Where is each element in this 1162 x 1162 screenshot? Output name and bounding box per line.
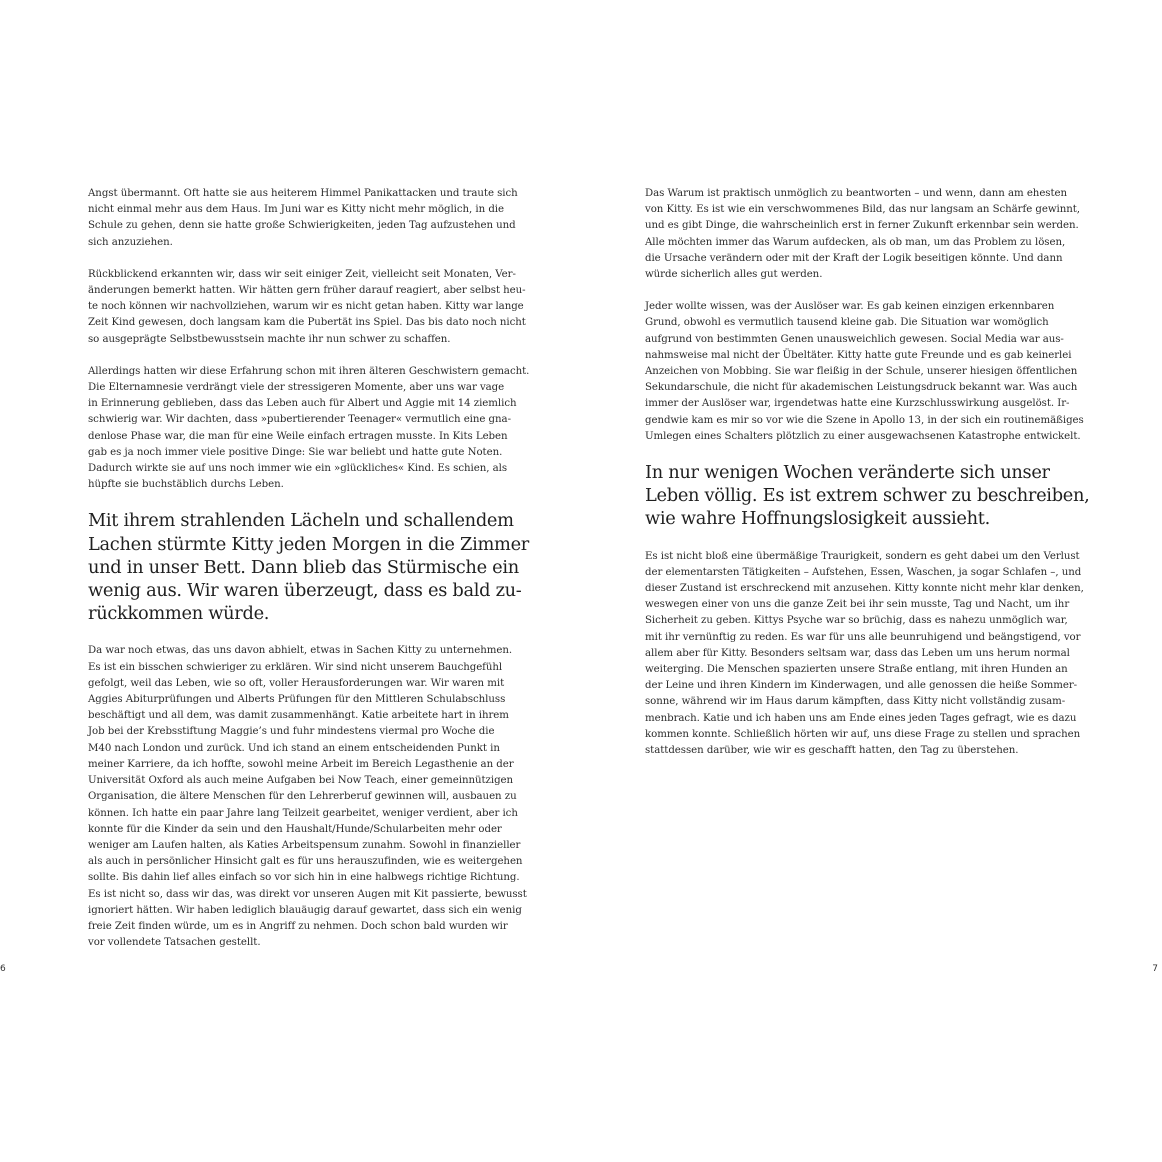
text-line: ignoriert hätten. Wir haben lediglich blauäugig darauf gewartet, dass sich ein wenig bbox=[88, 904, 522, 916]
text-line: würde sicherlich alles gut werden. bbox=[645, 269, 823, 281]
right-pull-quote bbox=[645, 461, 1090, 531]
text-line: Die Elternamnesie verdrängt viele der stressigeren Momente, aber uns war vage bbox=[88, 382, 505, 394]
text-line: Dadurch wirkte sie auf uns noch immer wie ein »glückliches« Kind. Es schien, als bbox=[88, 463, 507, 475]
text-line: sonne, während wir im Haus darum kämpften, dass Kitty nicht vollständig zusam- bbox=[645, 696, 1066, 708]
text-line: M40 nach London und zurück. Und ich stand an einem entscheidenden Punkt in bbox=[88, 742, 500, 754]
text-line: wie wahre Hoffnungslosigkeit aussieht. bbox=[645, 508, 990, 530]
page-number-right: 7 bbox=[1152, 964, 1158, 974]
text-line: Angst übermannt. Oft hatte sie aus heiterem Himmel Panikattacken und traute sich bbox=[88, 188, 518, 199]
text-line: als auch in persönlicher Hinsicht galt es für uns herauszufinden, wie es weitergehen bbox=[88, 856, 523, 868]
text-line: und in unser Bett. Dann blieb das Stürmische ein bbox=[88, 556, 519, 578]
text-line: nicht einmal mehr aus dem Haus. Im Juni war es Kitty nicht mehr möglich, in die bbox=[88, 204, 504, 216]
text-line: te noch können wir nachvollziehen, warum wir es nicht getan haben. Kitty war lange bbox=[88, 301, 524, 313]
text-line: menbrach. Katie und ich haben uns am Ende eines jeden Tages gefragt, wie es dazu bbox=[645, 712, 1077, 724]
text-line: Anzeichen von Mobbing. Sie war fleißig in der Schule, unserer hiesigen öffentlichen bbox=[645, 366, 1078, 378]
text-line: Alle möchten immer das Warum aufdecken, als ob man, um das Problem zu lösen, bbox=[645, 236, 1066, 248]
text-line: Umlegen eines Schalters plötzlich zu einer ausgewachsenen Katastrophe entwickelt. bbox=[645, 430, 1081, 442]
right-paragraph-3 bbox=[645, 549, 1084, 760]
text-line: sollte. Bis dahin lief alles einfach so vor sich hin in eine halbwegs richtige Richtung. bbox=[88, 872, 520, 884]
text-line: dieser Zustand ist erschreckend mit anzusehen. Kitty konnte nicht mehr klar denken, bbox=[645, 583, 1084, 595]
text-line: Aggies Abiturprüfungen und Alberts Prüfungen für den Mittleren Schulabschluss bbox=[88, 694, 506, 706]
text-line: gab es ja noch immer viele positive Dinge: Sie war beliebt und hatte gute Noten. bbox=[88, 446, 503, 458]
text-line: mit ihr vernünftig zu reden. Es war für uns alle beunruhigend und beängstigend, vor bbox=[645, 631, 1081, 643]
text-line: Organisation, die ältere Menschen für den Lehrerberuf gewinnen will, ausbauen zu bbox=[88, 791, 517, 803]
text-line: Universität Oxford als auch meine Aufgaben bei Now Teach, einer gemeinnützigen bbox=[88, 775, 514, 787]
text-line: In nur wenigen Wochen veränderte sich unser bbox=[645, 462, 1050, 484]
text-line: Allerdings hatten wir diese Erfahrung schon mit ihren älteren Geschwistern gemacht. bbox=[88, 365, 530, 377]
text-line: Das Warum ist praktisch unmöglich zu beantworten – und wenn, dann am ehesten bbox=[645, 188, 1068, 199]
text-line: können. Ich hatte ein paar Jahre lang Teilzeit gearbeitet, weniger verdient, aber ich bbox=[88, 807, 518, 819]
text-line: Mit ihrem strahlenden Lächeln und schallendem bbox=[88, 510, 514, 532]
right-paragraph-1 bbox=[645, 186, 1080, 283]
text-line: immer der Auslöser war, irgendetwas hatte eine Kurzschlusswirkung ausgelöst. Ir- bbox=[645, 398, 1070, 410]
text-line: Da war noch etwas, das uns davon abhielt, etwas in Sachen Kitty zu unternehmen. bbox=[88, 645, 513, 657]
text-line: wenig aus. Wir waren überzeugt, dass es bald zu- bbox=[88, 580, 522, 602]
left-paragraph-4 bbox=[88, 643, 527, 951]
text-line: in Erinnerung geblieben, dass das Leben auch für Albert und Aggie mit 14 ziemlich bbox=[88, 398, 517, 410]
right-text-column bbox=[645, 186, 1090, 775]
text-line: beschäftigt und all dem, was damit zusammenhängt. Katie arbeitete hart in ihrem bbox=[88, 710, 509, 722]
text-line: Sekundarschule, die nicht für akademischen Leistungsdruck bekannt war. Was auch bbox=[645, 382, 1078, 394]
text-line: schwierig war. Wir dachten, dass »pubertierender Teenager« vermutlich eine gna- bbox=[88, 414, 511, 426]
text-line: Es ist ein bisschen schwieriger zu erklären. Wir sind nicht unserem Bauchgefühl bbox=[88, 661, 503, 673]
text-line: freie Zeit finden würde, um es in Angriff zu nehmen. Doch schon bald wurden wir bbox=[88, 920, 508, 932]
left-paragraph-1 bbox=[88, 186, 518, 251]
text-line: weswegen einer von uns die ganze Zeit bei ihr sein musste, Tag und Nacht, um ihr bbox=[645, 599, 1070, 611]
text-line: nahmsweise mal nicht der Übeltäter. Kitty hatte gute Freunde und es gab keinerlei bbox=[645, 349, 1072, 361]
text-line: allem aber für Kitty. Besonders seltsam war, dass das Leben um uns herum normal bbox=[645, 647, 1070, 659]
right-page bbox=[581, 0, 1162, 1162]
text-line: denlose Phase war, die man für eine Weile einfach ertragen musste. In Kits Leben bbox=[88, 430, 508, 442]
text-line: die Ursache verändern oder mit der Kraft der Logik beseitigen könnte. Und dann bbox=[645, 252, 1063, 264]
left-paragraph-2 bbox=[88, 267, 526, 348]
text-line: Rückblickend erkannten wir, dass wir seit einiger Zeit, vielleicht seit Monaten, Ver- bbox=[88, 268, 516, 280]
text-line: Leben völlig. Es ist extrem schwer zu beschreiben, bbox=[645, 485, 1090, 507]
text-line: stattdessen darüber, wie wir es geschafft hatten, den Tag zu überstehen. bbox=[645, 745, 1019, 757]
text-line: Grund, obwohl es vermutlich tausend kleine gab. Die Situation war womöglich bbox=[645, 317, 1049, 329]
text-line: sich anzuziehen. bbox=[88, 236, 173, 248]
text-line: Job bei der Krebsstiftung Maggie’s und fuhr mindestens viermal pro Woche die bbox=[88, 726, 495, 738]
text-line: Sicherheit zu geben. Kittys Psyche war so brüchig, dass es nahezu unmöglich war, bbox=[645, 615, 1068, 627]
page-number-left: 6 bbox=[0, 964, 6, 974]
text-line: kommen konnte. Schließlich hörten wir auf, uns diese Frage zu stellen und sprachen bbox=[645, 728, 1081, 740]
text-line: Es ist nicht bloß eine übermäßige Traurigkeit, sondern es geht dabei um den Verlust bbox=[645, 550, 1080, 562]
text-line: so ausgeprägte Selbstbewusstsein machte ihr nun schwer zu schaffen. bbox=[88, 333, 451, 345]
left-text-column bbox=[88, 186, 530, 967]
text-line: gefolgt, weil das Leben, wie so oft, voller Herausforderungen war. Wir waren mit bbox=[88, 677, 505, 689]
left-pull-quote bbox=[88, 509, 529, 625]
text-line: weiterging. Die Menschen spazierten unsere Straße entlang, mit ihren Hunden an bbox=[645, 664, 1068, 676]
text-line: Jeder wollte wissen, was der Auslöser war. Es gab keinen einzigen erkennbaren bbox=[645, 301, 1055, 313]
text-line: von Kitty. Es ist wie ein verschwommenes Bild, das nur langsam an Schärfe gewinnt, bbox=[645, 204, 1080, 216]
text-line: hüpfte sie buchstäblich durchs Leben. bbox=[88, 479, 284, 491]
text-line: aufgrund von bestimmten Genen unausweichlich gewesen. Social Media war aus- bbox=[645, 333, 1064, 345]
text-line: Schule zu gehen, denn sie hatte große Schwierigkeiten, jeden Tag aufzustehen und bbox=[88, 220, 516, 232]
text-line: vor vollendete Tatsachen gestellt. bbox=[88, 937, 261, 949]
text-line: änderungen bemerkt hatten. Wir hätten gern früher darauf reagiert, aber selbst heu- bbox=[88, 285, 526, 297]
text-line: Zeit Kind gewesen, doch langsam kam die Pubertät ins Spiel. Das bis dato noch nicht bbox=[88, 317, 526, 329]
left-paragraph-3 bbox=[88, 364, 530, 494]
text-line: konnte für die Kinder da sein und den Haushalt/Hunde/Schularbeiten mehr oder bbox=[88, 823, 502, 835]
text-line: der Leine und ihren Kindern im Kinderwagen, und alle genossen die heiße Sommer- bbox=[645, 680, 1078, 692]
text-line: und es gibt Dinge, die wahrscheinlich erst in ferner Zukunft erkennbar sein werden. bbox=[645, 220, 1079, 232]
text-line: Lachen stürmte Kitty jeden Morgen in die Zimmer bbox=[88, 533, 529, 555]
right-paragraph-2 bbox=[645, 299, 1084, 445]
text-line: weniger am Laufen halten, als Katies Arbeitspensum zunahm. Sowohl in finanzieller bbox=[88, 839, 521, 851]
text-line: meiner Karriere, da ich hoffte, sowohl meine Arbeit im Bereich Legasthenie an der bbox=[88, 758, 514, 770]
text-line: rückkommen würde. bbox=[88, 603, 270, 625]
text-line: der elementarsten Tätigkeiten – Aufstehen, Essen, Waschen, ja sogar Schlafen –, und bbox=[645, 566, 1082, 578]
text-line: gendwie kam es mir so vor wie die Szene in Apollo 13, in der sich ein routinemäßiges bbox=[645, 414, 1084, 426]
text-line: Es ist nicht so, dass wir das, was direkt vor unseren Augen mit Kit passierte, bewusst bbox=[88, 888, 527, 900]
